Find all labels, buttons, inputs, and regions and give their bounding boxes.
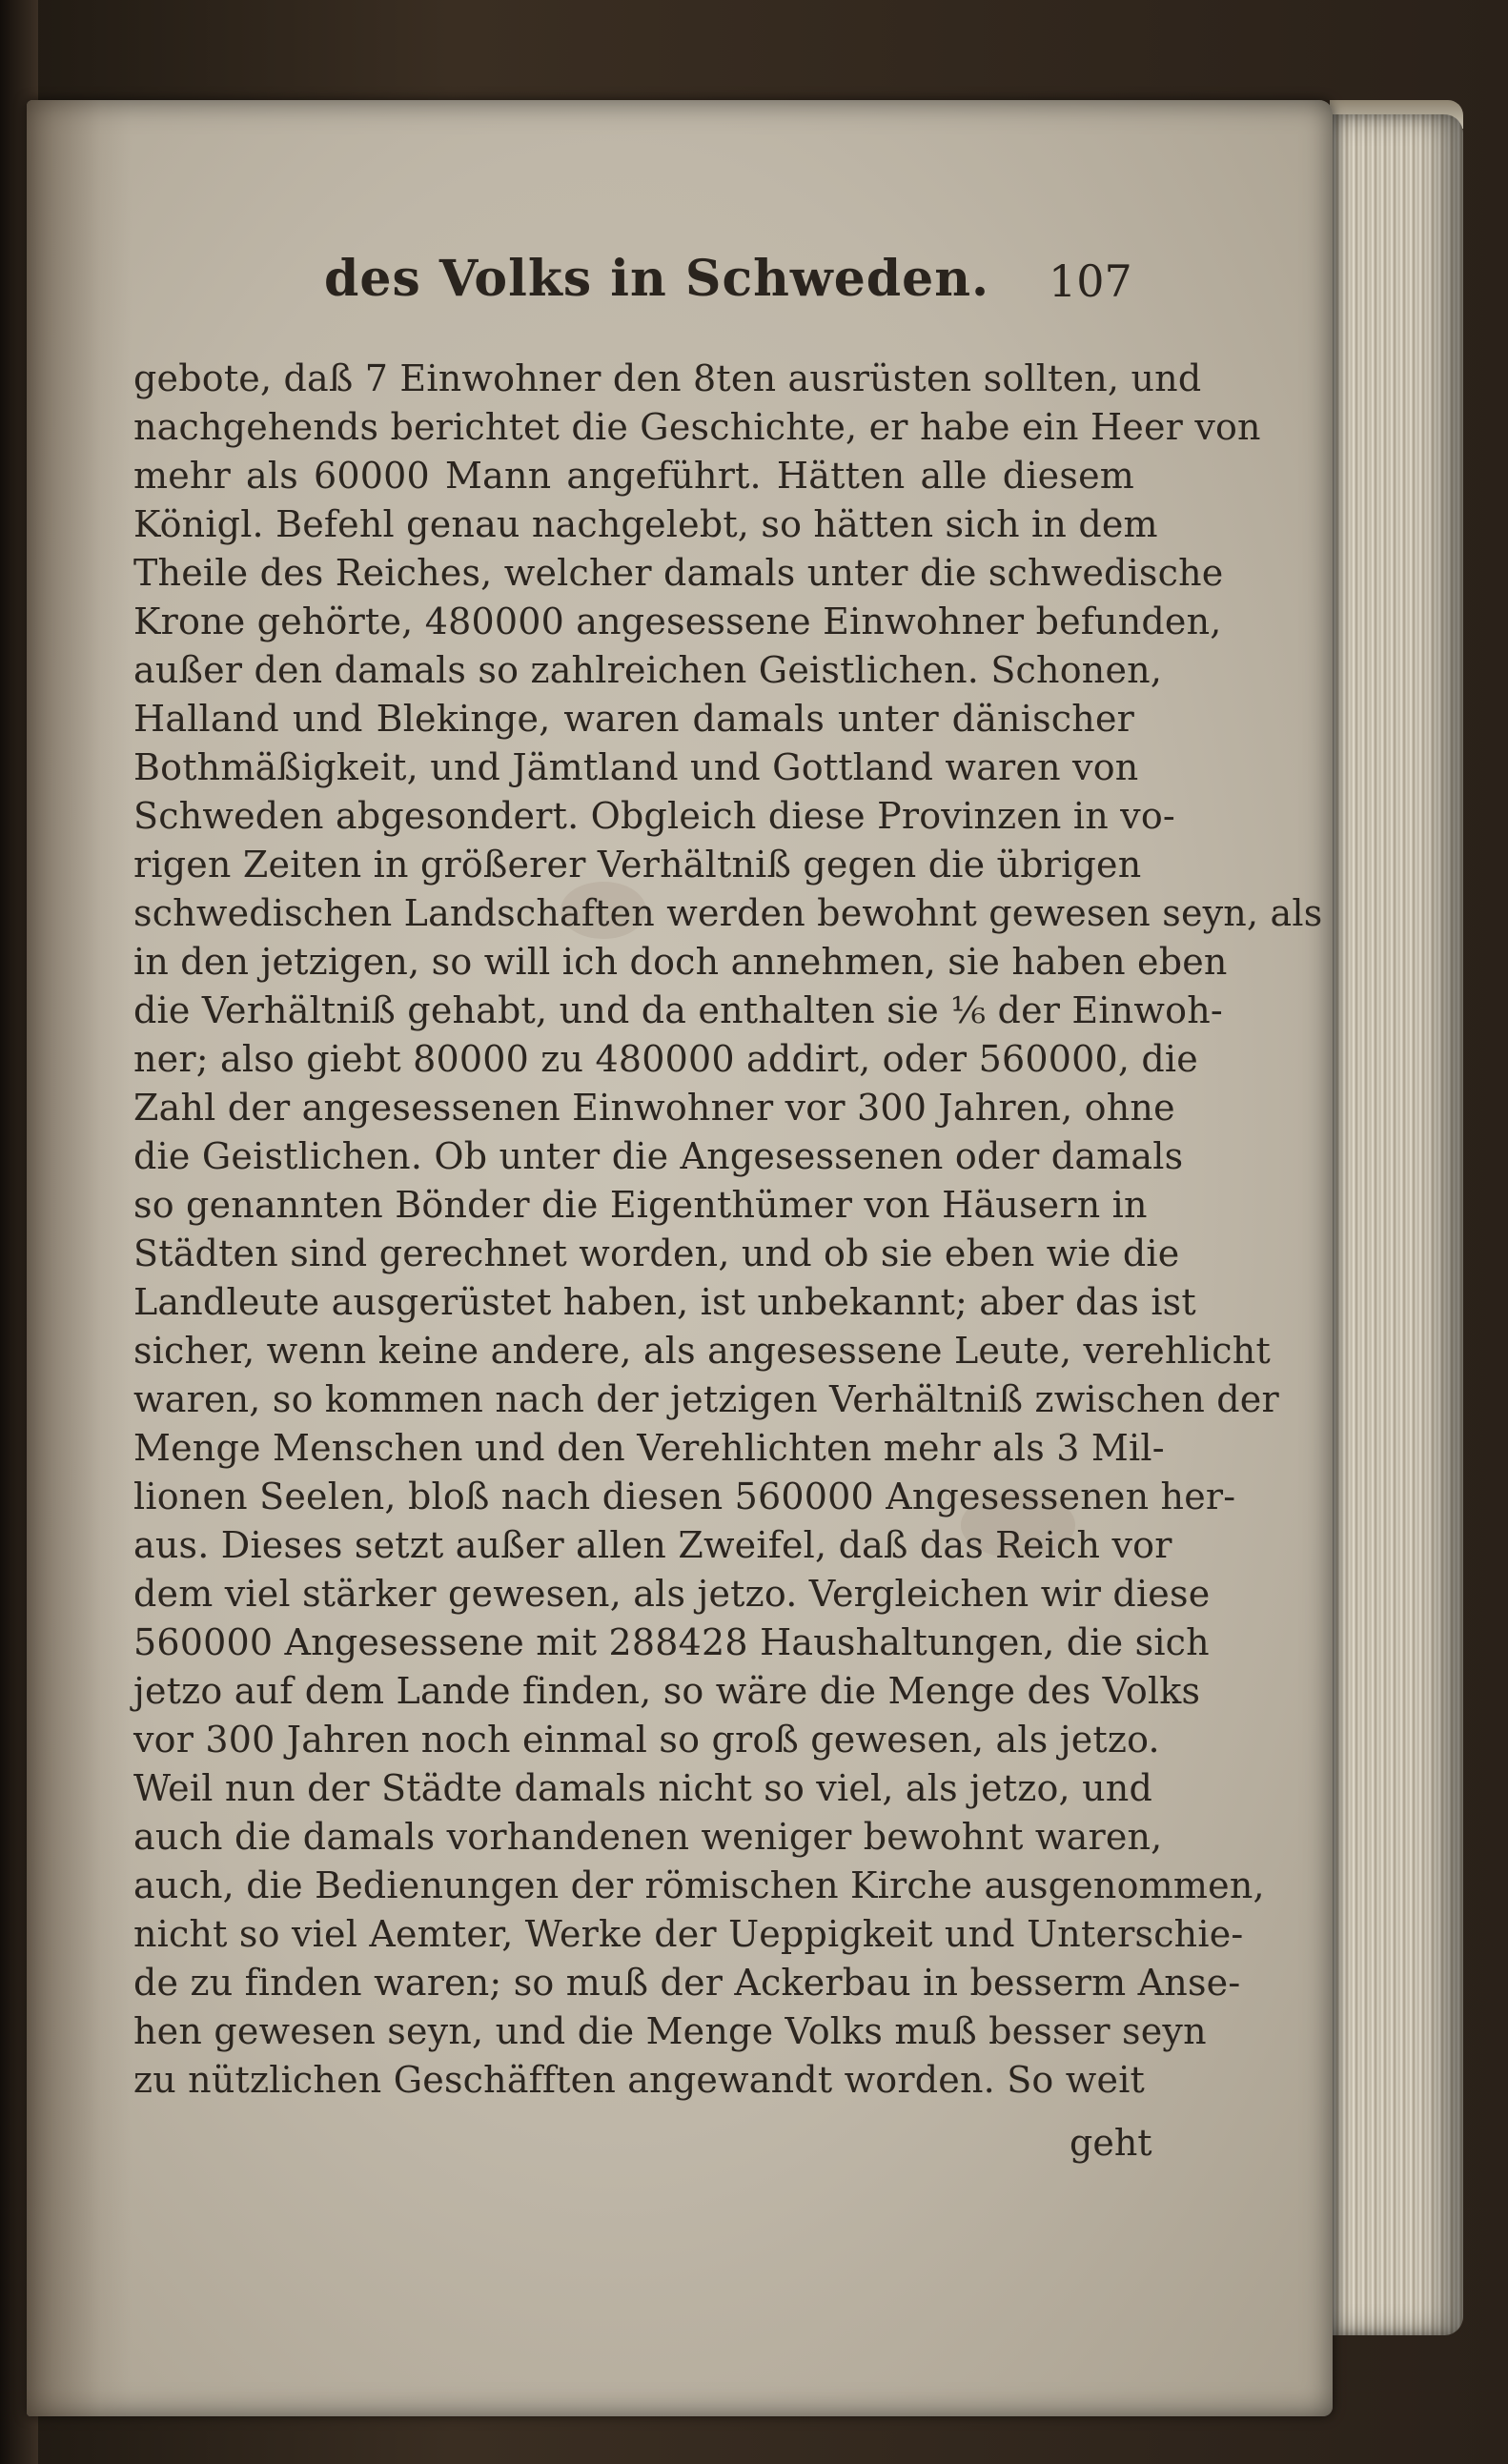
text-line: auch die damals vorhandenen weniger bewohnt waren, xyxy=(133,1816,1163,1858)
text-line: 560000 Angesessene mit 288428 Haushaltungen, die sich xyxy=(133,1621,1210,1663)
text-line: Landleute ausgerüstet haben, ist unbekannt; aber das ist xyxy=(133,1281,1196,1323)
text-line: in den jetzigen, so will ich doch annehmen, sie haben eben xyxy=(133,941,1228,983)
text-line: mehr als 60000 Mann angeführt. Hätten alle diesem xyxy=(133,455,1134,497)
text-line: nachgehends berichtet die Geschichte, er habe ein Heer von xyxy=(133,406,1261,448)
text-line: sicher, wenn keine andere, als angesessene Leute, verehlicht xyxy=(133,1330,1271,1372)
text-line: rigen Zeiten in größerer Verhältniß gegen die übrigen xyxy=(133,844,1142,886)
running-title: des Volks in Schweden. xyxy=(324,250,990,308)
page-gutter-shadow xyxy=(27,100,132,2416)
text-line: Krone gehörte, 480000 angesessene Einwohner befunden, xyxy=(133,601,1222,642)
text-line: waren, so kommen nach der jetzigen Verhältniß zwischen der xyxy=(133,1378,1279,1420)
body-text xyxy=(133,355,1323,2105)
text-line: aus. Dieses setzt außer allen Zweifel, daß das Reich vor xyxy=(133,1524,1172,1566)
text-line: Bothmäßigkeit, und Jämtland und Gottland waren von xyxy=(133,746,1139,788)
text-line: die Verhältniß gehabt, und da enthalten sie ⅙ der Einwoh- xyxy=(133,989,1223,1031)
text-line: Halland und Blekinge, waren damals unter dänischer xyxy=(133,698,1134,740)
text-line: so genannten Bönder die Eigenthümer von Häusern in xyxy=(133,1184,1148,1226)
text-line: auch, die Bedienungen der römischen Kirche ausgenommen, xyxy=(133,1864,1265,1906)
text-line: nicht so viel Aemter, Werke der Ueppigkeit und Unterschie- xyxy=(133,1913,1244,1955)
text-line: gebote, daß 7 Einwohner den 8ten ausrüsten sollten, und xyxy=(133,357,1202,399)
page-header xyxy=(286,250,1163,326)
text-line: Städten sind gerechnet worden, und ob sie eben wie die xyxy=(133,1232,1180,1274)
text-line: Zahl der angesessenen Einwohner vor 300 Jahren, ohne xyxy=(133,1087,1175,1129)
catchword: geht xyxy=(1070,2122,1152,2164)
text-line: Schweden abgesondert. Obgleich diese Provinzen in vo- xyxy=(133,795,1175,837)
text-line: Weil nun der Städte damals nicht so viel, als jetzo, und xyxy=(133,1767,1152,1809)
text-line: vor 300 Jahren noch einmal so groß gewesen, als jetzo. xyxy=(133,1719,1160,1761)
text-line: ner; also giebt 80000 zu 480000 addirt, oder 560000, die xyxy=(133,1038,1198,1080)
text-line: de zu finden waren; so muß der Ackerbau in besserm Anse- xyxy=(133,1962,1241,2004)
page-block-edges xyxy=(1330,114,1463,2335)
text-line: hen gewesen seyn, und die Menge Volks muß besser seyn xyxy=(133,2010,1207,2052)
page-number: 107 xyxy=(1049,255,1132,307)
text-line: schwedischen Landschaften werden bewohnt gewesen seyn, als xyxy=(133,892,1323,934)
text-line: jetzo auf dem Lande finden, so wäre die Menge des Volks xyxy=(133,1670,1201,1712)
text-line: Theile des Reiches, welcher damals unter die schwedische xyxy=(133,552,1224,594)
text-line: lionen Seelen, bloß nach diesen 560000 Angesessenen her- xyxy=(133,1476,1236,1517)
text-line: Menge Menschen und den Verehlichten mehr als 3 Mil- xyxy=(133,1427,1165,1469)
text-line: Königl. Befehl genau nachgelebt, so hätten sich in dem xyxy=(133,503,1158,545)
text-line: dem viel stärker gewesen, als jetzo. Vergleichen wir diese xyxy=(133,1573,1211,1615)
text-line: die Geistlichen. Ob unter die Angesessenen oder damals xyxy=(133,1135,1184,1177)
text-line: zu nützlichen Geschäfften angewandt worden. So weit xyxy=(133,2059,1146,2101)
text-line: außer den damals so zahlreichen Geistlichen. Schonen, xyxy=(133,649,1163,691)
